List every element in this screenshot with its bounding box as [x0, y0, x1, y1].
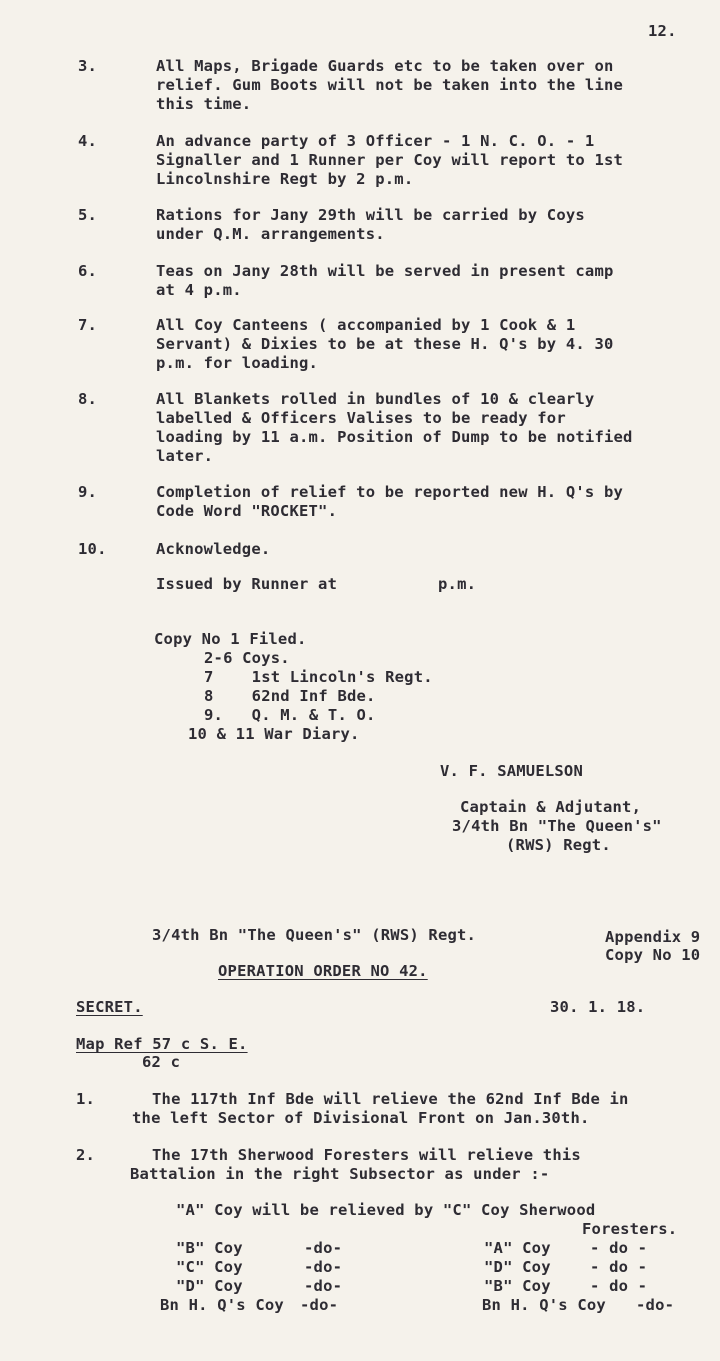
item-text-line: Code Word "ROCKET".: [156, 502, 338, 520]
item-text-line: later.: [156, 447, 214, 465]
item-number: 8.: [78, 390, 98, 408]
item-text-line: relief. Gum Boots will not be taken into the line: [156, 76, 624, 94]
issued-time: p.m.: [438, 575, 477, 593]
copy-distribution-line: 7 1st Lincoln's Regt.: [204, 668, 433, 686]
item-text-line: All Blankets rolled in bundles of 10 & clearly: [156, 390, 595, 408]
copy-label: Copy No 10: [605, 946, 701, 964]
relief-row-ditto: -do-: [304, 1277, 343, 1295]
map-reference-sheet: 62 c: [142, 1053, 181, 1071]
page-number: 12.: [648, 22, 677, 40]
signatory-name: V. F. SAMUELSON: [440, 762, 583, 780]
paragraph-text-line: The 17th Sherwood Foresters will relieve this: [152, 1146, 581, 1164]
item-text-line: All Coy Canteens ( accompanied by 1 Cook & 1: [156, 316, 576, 334]
map-reference: Map Ref 57 c S. E.: [76, 1035, 248, 1053]
relief-row-left: "C" Coy: [176, 1258, 243, 1276]
item-text-line: Lincolnshire Regt by 2 p.m.: [156, 170, 414, 188]
item-text-line: Completion of relief to be reported new H. Q's by: [156, 483, 624, 501]
relief-row-right: "B" Coy: [484, 1277, 551, 1295]
relief-row-ditto: -do-: [636, 1296, 675, 1314]
relief-row-ditto: -do-: [300, 1296, 339, 1314]
paragraph-number: 1.: [76, 1090, 96, 1108]
item-number: 6.: [78, 262, 98, 280]
signatory-title: (RWS) Regt.: [506, 836, 611, 854]
item-number: 4.: [78, 132, 98, 150]
paragraph-text-line: The 117th Inf Bde will relieve the 62nd Inf Bde in: [152, 1090, 629, 1108]
relief-row-ditto: - do -: [590, 1239, 648, 1257]
relief-row-left: Bn H. Q's Coy: [160, 1296, 284, 1314]
item-text-line: Acknowledge.: [156, 540, 271, 558]
issued-by-runner: Issued by Runner at: [156, 575, 338, 593]
paragraph-number: 2.: [76, 1146, 96, 1164]
item-text-line: An advance party of 3 Officer - 1 N. C. O. - 1: [156, 132, 595, 150]
relief-row-left: "D" Coy: [176, 1277, 243, 1295]
operation-order-title: OPERATION ORDER NO 42.: [218, 962, 428, 980]
relief-row-ditto: -do-: [304, 1258, 343, 1276]
relief-line: "A" Coy will be relieved by "C" Coy Sherwood: [176, 1201, 596, 1219]
signatory-title: 3/4th Bn "The Queen's": [452, 817, 662, 835]
secret-marking: SECRET.: [76, 998, 143, 1016]
relief-row-left: "B" Coy: [176, 1239, 243, 1257]
copy-distribution-line: 9. Q. M. & T. O.: [204, 706, 376, 724]
order-date: 30. 1. 18.: [550, 998, 646, 1016]
relief-row-right: "A" Coy: [484, 1239, 551, 1257]
signatory-title: Captain & Adjutant,: [460, 798, 642, 816]
copy-distribution-line: 8 62nd Inf Bde.: [204, 687, 376, 705]
copy-distribution-line: 2-6 Coys.: [204, 649, 290, 667]
item-text-line: Teas on Jany 28th will be served in present camp: [156, 262, 614, 280]
item-text-line: Rations for Jany 29th will be carried by Coys: [156, 206, 585, 224]
item-number: 10.: [78, 540, 107, 558]
item-number: 9.: [78, 483, 98, 501]
copy-distribution-line: 10 & 11 War Diary.: [188, 725, 360, 743]
item-number: 5.: [78, 206, 98, 224]
item-text-line: under Q.M. arrangements.: [156, 225, 385, 243]
item-text-line: Servant) & Dixies to be at these H. Q's by 4. 30: [156, 335, 614, 353]
item-text-line: loading by 11 a.m. Position of Dump to be notified: [156, 428, 633, 446]
item-number: 3.: [78, 57, 98, 75]
copy-distribution-head: Copy No 1 Filed.: [154, 630, 307, 648]
relief-row-ditto: - do -: [590, 1277, 648, 1295]
item-number: 7.: [78, 316, 98, 334]
item-text-line: All Maps, Brigade Guards etc to be taken over on: [156, 57, 614, 75]
item-text-line: this time.: [156, 95, 252, 113]
relief-row-ditto: - do -: [590, 1258, 648, 1276]
relief-row-right: "D" Coy: [484, 1258, 551, 1276]
appendix-label: Appendix 9: [605, 928, 701, 946]
unit-heading: 3/4th Bn "The Queen's" (RWS) Regt.: [152, 926, 477, 944]
item-text-line: at 4 p.m.: [156, 281, 242, 299]
relief-line-continued: Foresters.: [582, 1220, 678, 1238]
relief-row-right: Bn H. Q's Coy: [482, 1296, 606, 1314]
item-text-line: labelled & Officers Valises to be ready for: [156, 409, 566, 427]
paragraph-text-line: Battalion in the right Subsector as under :-: [130, 1165, 550, 1183]
item-text-line: Signaller and 1 Runner per Coy will report to 1st: [156, 151, 624, 169]
paragraph-text-line: the left Sector of Divisional Front on Jan.30th.: [132, 1109, 590, 1127]
relief-row-ditto: -do-: [304, 1239, 343, 1257]
item-text-line: p.m. for loading.: [156, 354, 319, 372]
